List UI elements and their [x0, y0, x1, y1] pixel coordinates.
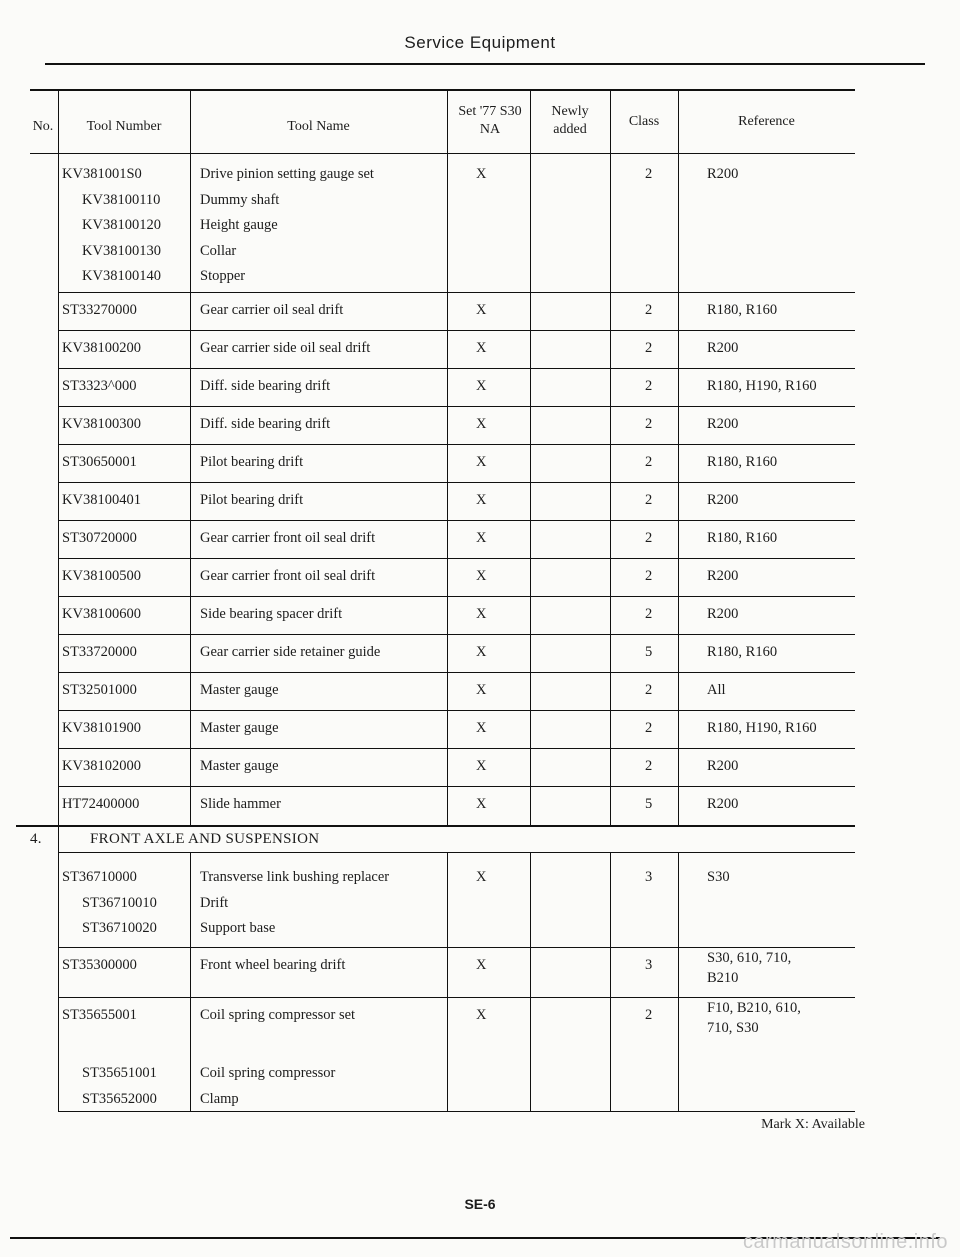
watermark: carmanualsonline.info: [742, 1231, 948, 1253]
tool-number: KV38100401: [62, 492, 141, 508]
row-rule: [58, 520, 855, 521]
reference-value: R200: [707, 568, 739, 584]
reference-value: R200: [707, 340, 739, 356]
set77-mark: X: [476, 378, 487, 394]
footnote: Mark X: Available: [761, 1117, 865, 1132]
row-rule: [58, 710, 855, 711]
row-rule: [58, 330, 855, 331]
tool-number: ST3323^000: [62, 378, 137, 394]
row-rule: [58, 748, 855, 749]
header-tool-number: Tool Number: [86, 119, 162, 134]
tool-name: Support base: [200, 920, 276, 936]
row-rule: [58, 634, 855, 635]
tool-number: HT72400000: [62, 796, 140, 812]
set77-mark: X: [476, 492, 487, 508]
tool-number: ST35655001: [62, 1007, 137, 1023]
tool-number: ST30650001: [62, 454, 137, 470]
tool-number: KV38100600: [62, 606, 141, 622]
set77-mark: X: [476, 758, 487, 774]
class-value: 2: [645, 340, 653, 356]
header-set77: Set '77 S30 NA: [458, 104, 522, 137]
class-value: 5: [645, 644, 653, 660]
tool-number: ST35300000: [62, 957, 137, 973]
reference-value: R200: [707, 166, 739, 182]
header-top-rule: [30, 89, 855, 91]
tool-name: Diff. side bearing drift: [200, 416, 331, 432]
reference-value: R200: [707, 606, 739, 622]
class-value: 2: [645, 416, 653, 432]
tool-name: Master gauge: [200, 758, 279, 774]
col-rule-name-2: [447, 852, 448, 1111]
set77-mark: X: [476, 796, 487, 812]
set77-mark: X: [476, 957, 487, 973]
tool-number: KV38100140: [82, 268, 161, 284]
header-class: Class: [628, 114, 660, 129]
tool-name: Pilot bearing drift: [200, 454, 304, 470]
tool-name: Gear carrier side retainer guide: [200, 644, 381, 660]
tool-name: Slide hammer: [200, 796, 281, 812]
page-title: Service Equipment: [404, 33, 556, 52]
set77-mark: X: [476, 530, 487, 546]
tool-name: Collar: [200, 242, 237, 259]
set77-mark: X: [476, 302, 487, 318]
header-reference: Reference: [738, 114, 795, 129]
reference-value: R180, R160: [707, 302, 778, 318]
tool-name: Diff. side bearing drift: [200, 378, 331, 394]
reference-value: All: [707, 682, 726, 698]
tool-name: Height gauge: [200, 217, 278, 233]
header-newly-added: Newly added: [551, 104, 589, 137]
row-rule: [58, 672, 855, 673]
tool-number: KV38101900: [62, 720, 141, 736]
row-rule: [58, 558, 855, 559]
col-rule-newly: [610, 89, 611, 825]
class-value: 3: [645, 869, 653, 885]
col-rule-set: [530, 89, 531, 825]
reference-value: R180, R160: [707, 454, 778, 470]
tool-number: ST35651001: [82, 1065, 157, 1081]
row-rule: [58, 482, 855, 483]
class-value: 2: [645, 758, 653, 774]
row-rule: [58, 786, 855, 787]
row-rule: [58, 596, 855, 597]
class-value: 2: [645, 530, 653, 546]
reference-value: R180, R160: [707, 644, 778, 660]
class-value: 2: [645, 606, 653, 622]
col-rule-class-2: [678, 852, 679, 1111]
tool-number: KV38100500: [62, 568, 141, 584]
class-value: 2: [645, 302, 653, 318]
col-rule-num-2: [190, 852, 191, 1111]
section4-top-rule: [16, 825, 855, 827]
tool-name: Transverse link bushing replacer: [200, 869, 390, 885]
section4-bottom-rule: [58, 852, 855, 853]
tool-name: Coil spring compressor: [200, 1065, 336, 1081]
tool-number: ST36710010: [82, 894, 157, 911]
table-bottom-rule: [58, 1111, 855, 1112]
tool-number: ST35652000: [82, 1090, 157, 1107]
set77-mark: X: [476, 720, 487, 736]
set77-mark: X: [476, 568, 487, 584]
tool-number: ST33720000: [62, 644, 137, 660]
tool-number: KV38100110: [82, 191, 161, 208]
tool-number: ST32501000: [62, 682, 137, 698]
tool-number: ST36710000: [62, 869, 137, 885]
tool-number: ST36710020: [82, 920, 157, 936]
class-value: 2: [645, 454, 653, 470]
reference-value: R200: [707, 758, 739, 774]
col-rule-name: [447, 89, 448, 825]
header-no: No.: [32, 119, 54, 134]
tool-name: Gear carrier front oil seal drift: [200, 568, 376, 584]
tool-number: KV38100130: [82, 242, 161, 259]
class-value: 3: [645, 957, 653, 973]
tool-name: Clamp: [200, 1090, 239, 1107]
set77-mark: X: [476, 644, 487, 660]
class-value: 2: [645, 166, 653, 182]
tool-name: Coil spring compressor set: [200, 1007, 356, 1023]
col-rule-newly-2: [610, 852, 611, 1111]
tool-name: Gear carrier front oil seal drift: [200, 530, 376, 546]
header-tool-name: Tool Name: [287, 119, 350, 134]
tool-number: KV38102000: [62, 758, 141, 774]
reference-value: R180, R160: [707, 530, 778, 546]
tool-name: Dummy shaft: [200, 191, 280, 208]
tool-name: Drift: [200, 894, 229, 911]
section-title: FRONT AXLE AND SUSPENSION: [90, 831, 320, 847]
class-value: 2: [645, 720, 653, 736]
class-value: 5: [645, 796, 653, 812]
tool-number: KV38100200: [62, 340, 141, 356]
tool-name: Front wheel bearing drift: [200, 957, 346, 973]
tool-name: Master gauge: [200, 720, 279, 736]
class-value: 2: [645, 1007, 653, 1023]
reference-value: R180, H190, R160: [707, 720, 817, 736]
tool-name: Gear carrier side oil seal drift: [200, 340, 371, 356]
page-number: SE-6: [464, 1196, 496, 1212]
reference-value: R200: [707, 416, 739, 432]
tool-number: KV381001S0: [62, 166, 142, 182]
class-value: 2: [645, 568, 653, 584]
class-value: 2: [645, 682, 653, 698]
tool-name: Drive pinion setting gauge set: [200, 166, 374, 182]
reference-value-2: B210: [707, 970, 739, 986]
tool-number: ST33270000: [62, 302, 137, 318]
set77-mark: X: [476, 416, 487, 432]
set77-mark: X: [476, 682, 487, 698]
col-rule-no: [58, 89, 59, 1111]
tool-number: KV38100120: [82, 217, 161, 233]
tool-name: Gear carrier oil seal drift: [200, 302, 344, 318]
header-bottom-rule: [30, 153, 855, 154]
set77-mark: X: [476, 340, 487, 356]
class-value: 2: [645, 492, 653, 508]
tool-name: Stopper: [200, 268, 246, 284]
reference-value: R200: [707, 796, 739, 812]
set77-mark: X: [476, 869, 487, 885]
tool-number: ST30720000: [62, 530, 137, 546]
tool-name: Master gauge: [200, 682, 279, 698]
row-rule: [58, 292, 855, 293]
row-rule: [58, 368, 855, 369]
tool-name: Side bearing spacer drift: [200, 606, 343, 622]
row-rule: [58, 444, 855, 445]
reference-value: S30: [707, 869, 730, 885]
tool-number: KV38100300: [62, 416, 141, 432]
reference-value-2: 710, S30: [707, 1020, 759, 1036]
set77-mark: X: [476, 1007, 487, 1023]
set77-mark: X: [476, 606, 487, 622]
reference-value: R200: [707, 492, 739, 508]
section-number: 4.: [30, 831, 42, 847]
set77-mark: X: [476, 454, 487, 470]
reference-value: R180, H190, R160: [707, 378, 817, 394]
reference-value: S30, 610, 710,: [707, 950, 792, 966]
set77-mark: X: [476, 166, 487, 182]
row-rule: [58, 406, 855, 407]
col-rule-set-2: [530, 852, 531, 1111]
col-rule-class: [678, 89, 679, 825]
tool-name: Pilot bearing drift: [200, 492, 304, 508]
title-rule: [45, 63, 925, 65]
col-rule-num: [190, 89, 191, 825]
reference-value: F10, B210, 610,: [707, 1000, 801, 1016]
class-value: 2: [645, 378, 653, 394]
